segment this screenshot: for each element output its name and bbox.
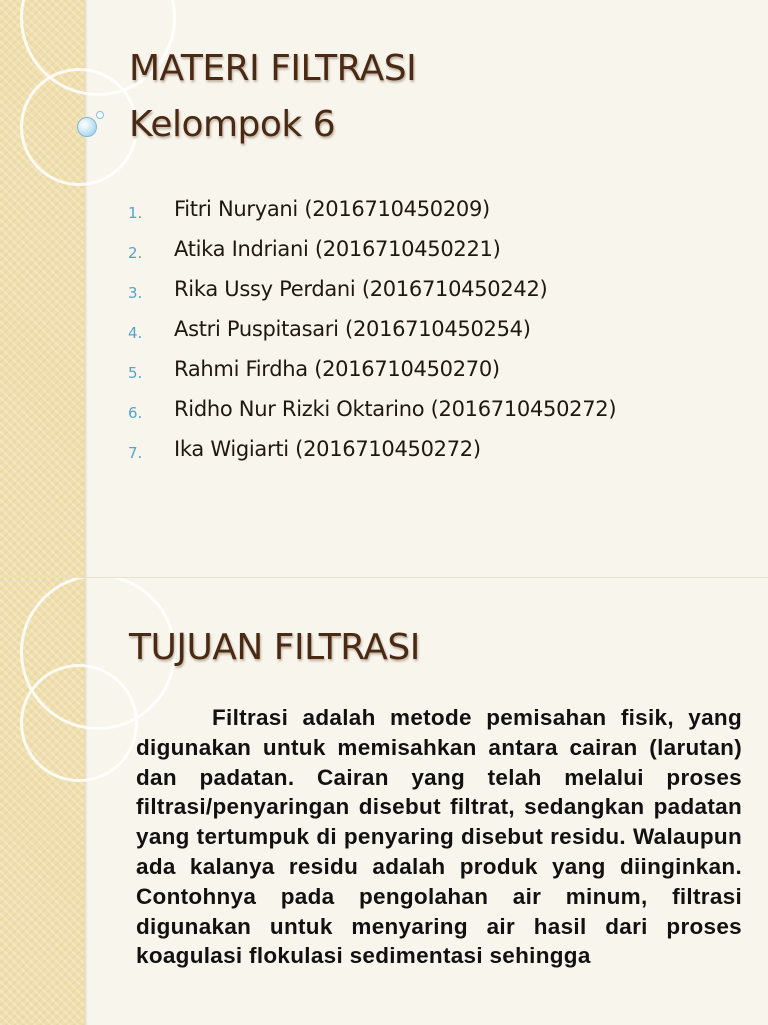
- list-item: [128, 317, 616, 357]
- decorative-bubble-icon: [77, 117, 97, 137]
- list-number: 5.: [128, 364, 143, 382]
- list-number: 6.: [128, 404, 143, 422]
- member-name: Atika Indriani (2016710450221): [174, 237, 501, 261]
- list-item: [128, 197, 616, 237]
- list-item: [128, 397, 616, 437]
- list-item: [128, 277, 616, 317]
- list-item: [128, 437, 616, 477]
- slide-tujuan-filtrasi: [0, 577, 768, 1025]
- list-number: 3.: [128, 284, 143, 302]
- list-number: 1.: [128, 204, 143, 222]
- slide-title: TUJUAN FILTRASI: [129, 627, 420, 668]
- member-name: Astri Puspitasari (2016710450254): [174, 317, 531, 341]
- list-number: 2.: [128, 244, 143, 262]
- list-item: [128, 237, 616, 277]
- member-name: Ridho Nur Rizki Oktarino (2016710450272): [174, 397, 617, 421]
- member-name: Ika Wigiarti (2016710450272): [174, 437, 481, 461]
- decorative-small-bubble-icon: [96, 111, 104, 119]
- body-paragraph: Filtrasi adalah metode pemisahan fisik, yang digunakan untuk memisahkan antara cairan (larutan) dan padatan. Cairan yang telah melalui proses filtrasi/penyaringan disebut filtrat, sedangkan padatan yang tertumpuk di penyaring disebut residu. Walaupun ada kalanya residu adalah produk yang diinginkan. Contohnya pada pengolahan air minum, filtrasi digunakan untuk menyaring air hasil dari proses koagulasi flokulasi sedimentasi sehingga: [136, 705, 742, 969]
- slide-title: MATERI FILTRASI: [129, 48, 417, 89]
- list-number: 4.: [128, 324, 143, 342]
- list-item: [128, 357, 616, 397]
- slide-subtitle: Kelompok 6: [129, 104, 336, 145]
- member-name: Rahmi Firdha (2016710450270): [174, 357, 500, 381]
- member-list: [128, 197, 616, 477]
- member-name: Rika Ussy Perdani (2016710450242): [174, 277, 548, 301]
- decorative-ring: [20, 664, 138, 782]
- member-name: Fitri Nuryani (2016710450209): [174, 197, 490, 221]
- list-number: 7.: [128, 444, 143, 462]
